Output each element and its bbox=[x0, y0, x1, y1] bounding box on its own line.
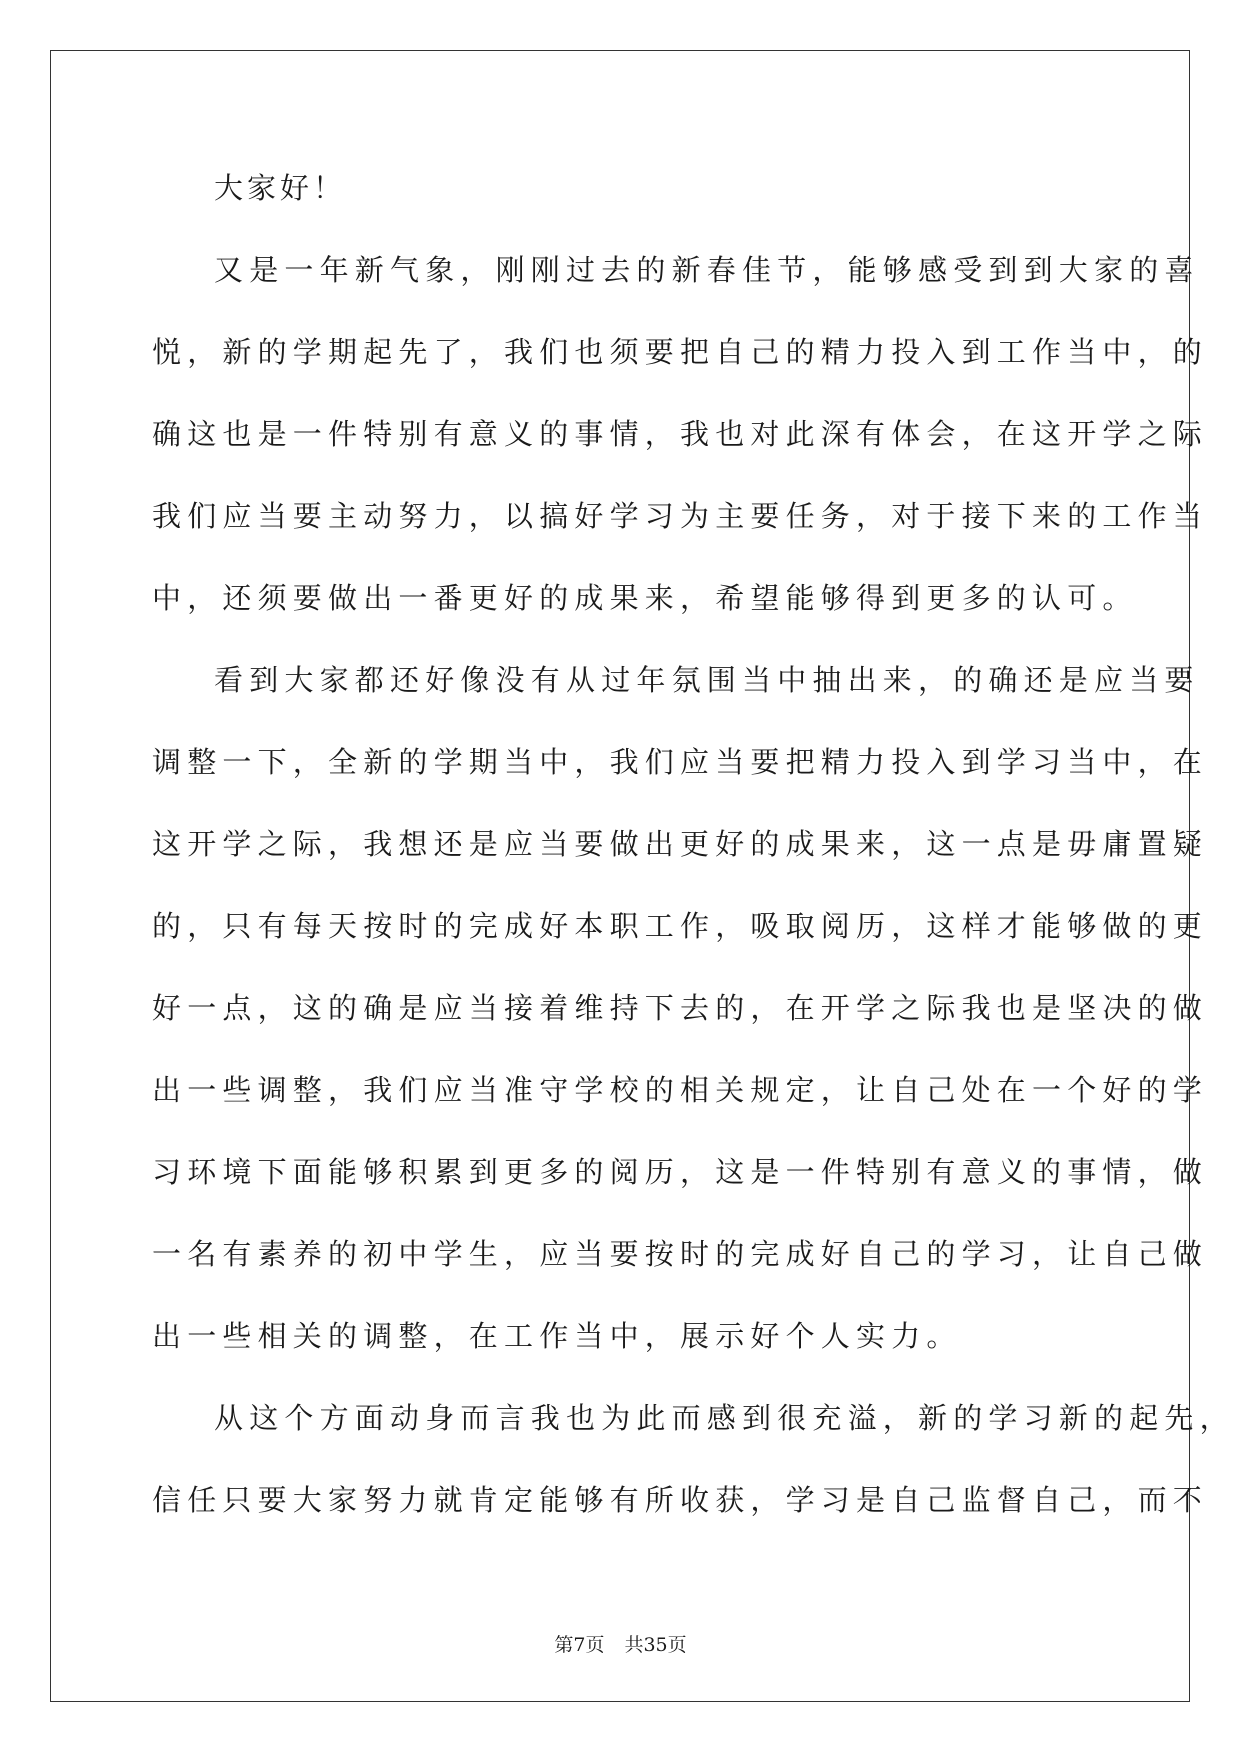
paragraph-line: 我们应当要主动努力，以搞好学习为主要任务，对于接下来的工作当 bbox=[152, 499, 1209, 533]
document-body bbox=[152, 158, 1235, 1552]
page-number-current: 第7页 bbox=[554, 1634, 605, 1656]
paragraph-line: 中，还须要做出一番更好的成果来，希望能够得到更多的认可。 bbox=[152, 581, 1138, 615]
paragraph-line: 好一点，这的确是应当接着维持下去的，在开学之际我也是坚决的做 bbox=[152, 991, 1209, 1025]
paragraph-line: 的，只有每天按时的完成好本职工作，吸取阅历，这样才能够做的更 bbox=[152, 909, 1209, 943]
paragraph-line: 确这也是一件特别有意义的事情，我也对此深有体会，在这开学之际 bbox=[152, 417, 1209, 451]
paragraph-line: 看到大家都还好像没有从过年氛围当中抽出来，的确还是应当要 bbox=[214, 663, 1200, 697]
paragraph-line: 习环境下面能够积累到更多的阅历，这是一件特别有意义的事情，做 bbox=[152, 1155, 1209, 1189]
paragraph-line: 一名有素养的初中学生，应当要按时的完成好自己的学习，让自己做 bbox=[152, 1237, 1209, 1271]
page-footer bbox=[0, 1630, 1241, 1657]
paragraph-line: 这开学之际，我想还是应当要做出更好的成果来，这一点是毋庸置疑 bbox=[152, 827, 1209, 861]
paragraph-line: 信任只要大家努力就肯定能够有所收获，学习是自己监督自己，而不 bbox=[152, 1483, 1209, 1517]
greeting-line: 大家好！ bbox=[214, 171, 347, 205]
paragraph-line: 从这个方面动身而言我也为此而感到很充溢，新的学习新的起先， bbox=[214, 1401, 1235, 1435]
paragraph-line: 出一些相关的调整，在工作当中，展示好个人实力。 bbox=[152, 1319, 962, 1353]
paragraph-line: 悦，新的学期起先了，我们也须要把自己的精力投入到工作当中，的 bbox=[152, 335, 1209, 369]
paragraph-line: 出一些调整，我们应当准守学校的相关规定，让自己处在一个好的学 bbox=[152, 1073, 1209, 1107]
paragraph-line: 又是一年新气象，刚刚过去的新春佳节，能够感受到到大家的喜 bbox=[214, 253, 1200, 287]
page-number-total: 共35页 bbox=[624, 1634, 687, 1656]
paragraph-line: 调整一下，全新的学期当中，我们应当要把精力投入到学习当中，在 bbox=[152, 745, 1209, 779]
